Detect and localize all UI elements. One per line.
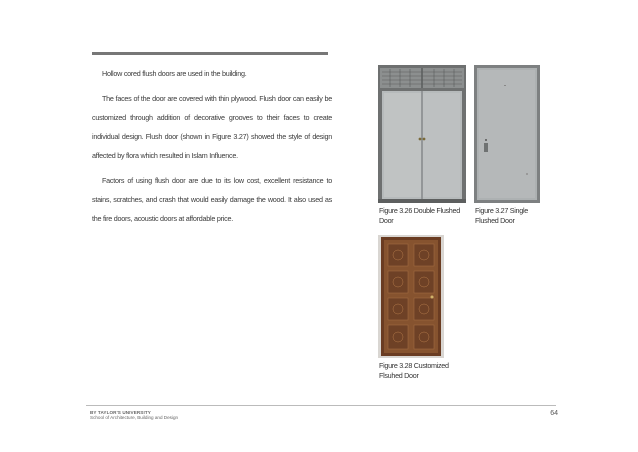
- double-flush-door-photo: [378, 65, 466, 203]
- paragraph-2: The faces of the door are covered with thin plywood. Flush door can easily be customized through addition of decorative grooves to their faces to create individual design. Flush door (shown in Figure 3.27) showed the style of design affected by flora which resulted in Islam Influence.: [92, 94, 332, 160]
- university-logo: [90, 410, 178, 420]
- customized-wood-door-photo: [378, 235, 444, 358]
- page-number: 64: [550, 410, 558, 417]
- paragraph-3: Factors of using flush door are due to its low cost, excellent resistance to stains, scratches, and crash that would easily damage the wood. It also used as the fire doors, acoustic doors at affordable price.: [92, 176, 332, 223]
- logo-line-2: School of Architecture, Building and Design: [90, 415, 179, 420]
- figure-caption-3-26: Figure 3.26 Double Flushed Door: [379, 206, 460, 225]
- paragraph-1: Hollow cored flush doors are used in the building.: [102, 69, 247, 78]
- body-text: [92, 64, 332, 234]
- logo-line-1: BY TAYLOR'S UNIVERSITY: [90, 410, 151, 415]
- header-rule: [92, 52, 328, 55]
- single-flush-door-photo: [474, 65, 540, 203]
- footer-rule: [86, 405, 556, 406]
- figure-caption-3-27: Figure 3.27 Single Flushed Door: [475, 206, 528, 225]
- figure-caption-3-28: Figure 3.28 Customized Flsuhed Door: [379, 361, 449, 380]
